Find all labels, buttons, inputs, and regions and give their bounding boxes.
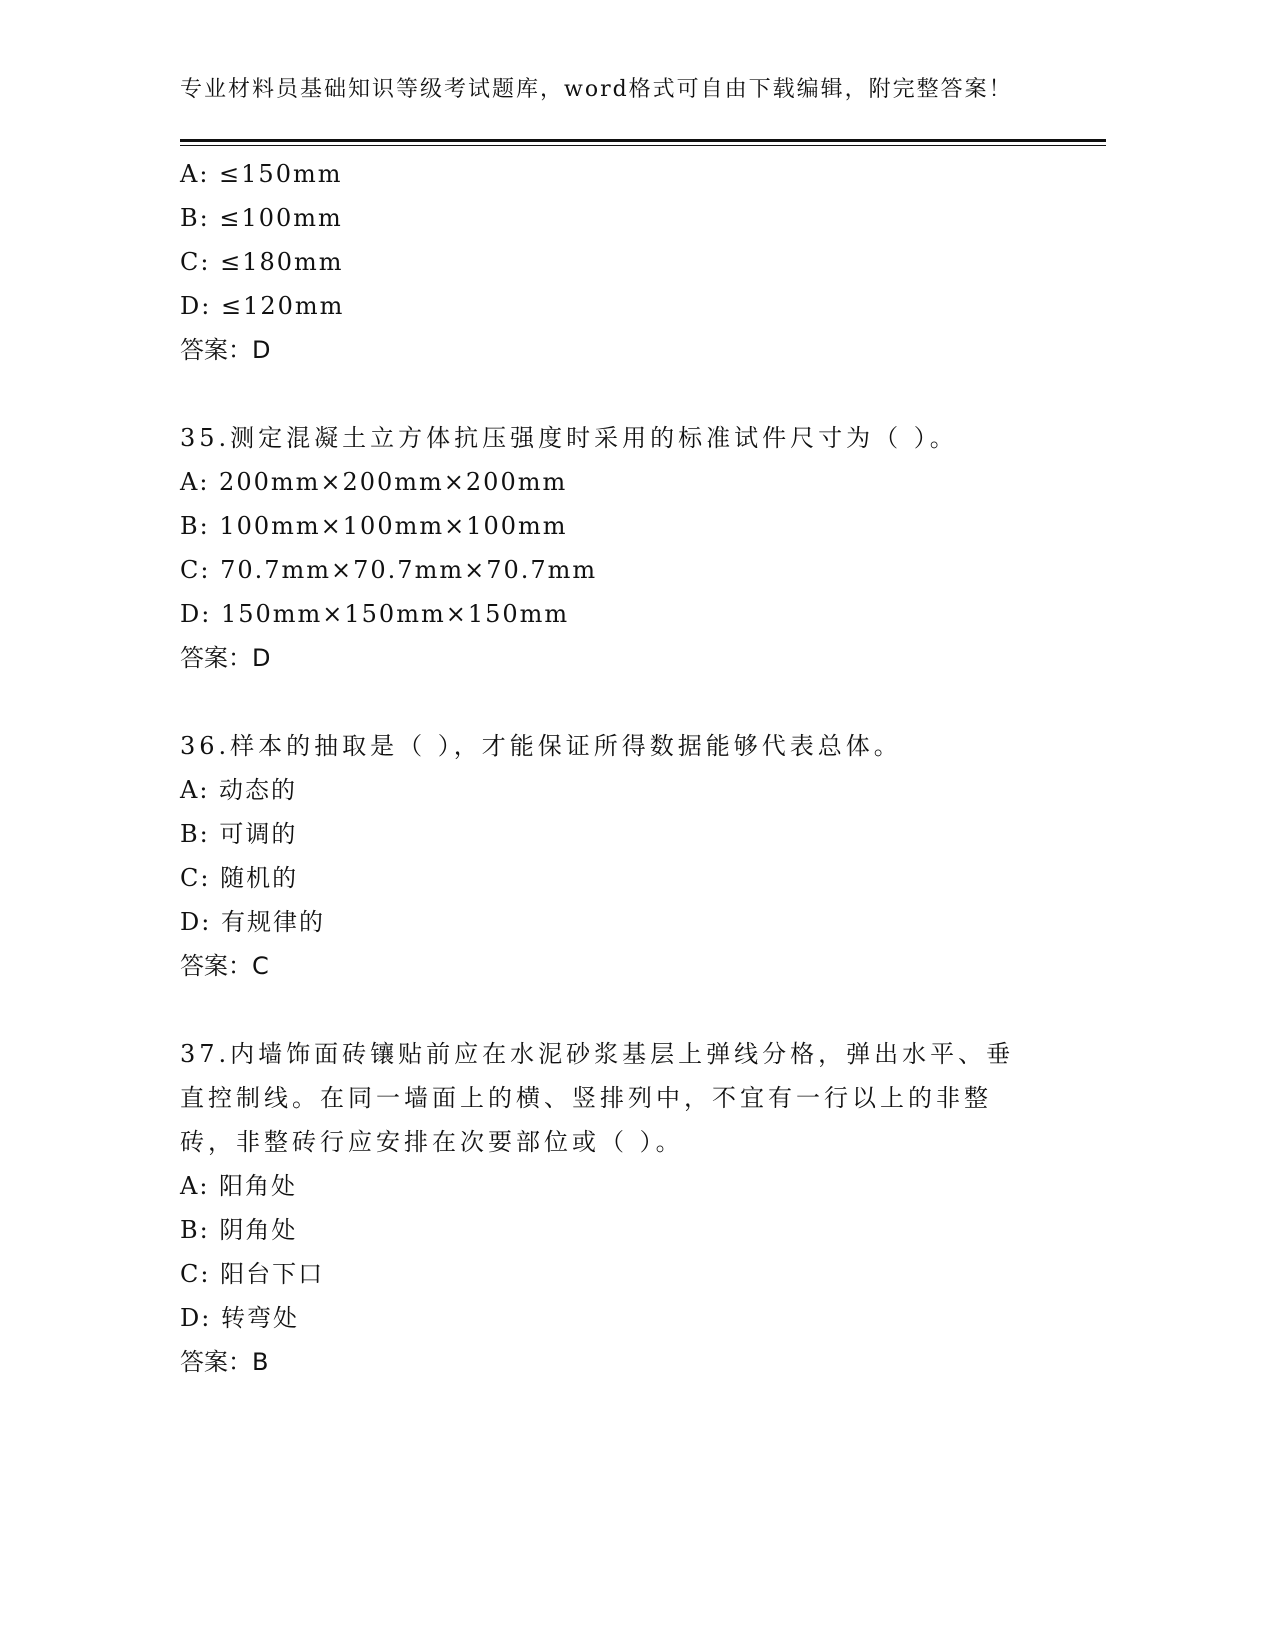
question-block — [180, 152, 1080, 372]
option-b: B: 可调的 — [180, 820, 298, 848]
answer-line: 答案：D — [180, 644, 271, 672]
question-text: 35.测定混凝土立方体抗压强度时采用的标准试件尺寸为（ ）。 — [180, 424, 958, 452]
option-d: D: 有规律的 — [180, 908, 325, 936]
option-c: C: 阳台下口 — [180, 1260, 325, 1288]
option-d: D: 转弯处 — [180, 1304, 299, 1332]
answer-line: 答案：C — [180, 952, 269, 980]
option-a: A: 200mm×200mm×200mm — [180, 468, 568, 496]
option-a: A: 动态的 — [180, 776, 298, 804]
question-block — [180, 1032, 1080, 1384]
question-block — [180, 416, 1080, 680]
option-c: C: 70.7mm×70.7mm×70.7mm — [180, 556, 598, 584]
option-a: A: ≤150mm — [180, 160, 343, 188]
option-d: D: 150mm×150mm×150mm — [180, 600, 570, 628]
answer-line: 答案：D — [180, 336, 271, 364]
option-b: B: 100mm×100mm×100mm — [180, 512, 568, 540]
header-rule-thick — [180, 139, 1106, 142]
question-text: 36.样本的抽取是（ ），才能保证所得数据能够代表总体。 — [180, 732, 902, 760]
option-a: A: 阳角处 — [180, 1172, 298, 1200]
question-block — [180, 724, 1080, 988]
option-c: C: 随机的 — [180, 864, 299, 892]
page-header: 专业材料员基础知识等级考试题库，word格式可自由下载编辑，附完整答案！ — [180, 77, 1013, 102]
option-b: B: ≤100mm — [180, 204, 343, 232]
header-rule-thin — [180, 145, 1106, 146]
option-c: C: ≤180mm — [180, 248, 344, 276]
question-text: 37.内墙饰面砖镶贴前应在水泥砂浆基层上弹线分格，弹出水平、垂直控制线。在同一墙面上的横、竖排列中，不宜有一行以上的非整砖，非整砖行应安排在次要部位或（ ）。 — [180, 1040, 1015, 1156]
option-b: B: 阴角处 — [180, 1216, 298, 1244]
answer-line: 答案：B — [180, 1348, 269, 1376]
option-d: D: ≤120mm — [180, 292, 345, 320]
question-list — [180, 152, 1080, 1384]
